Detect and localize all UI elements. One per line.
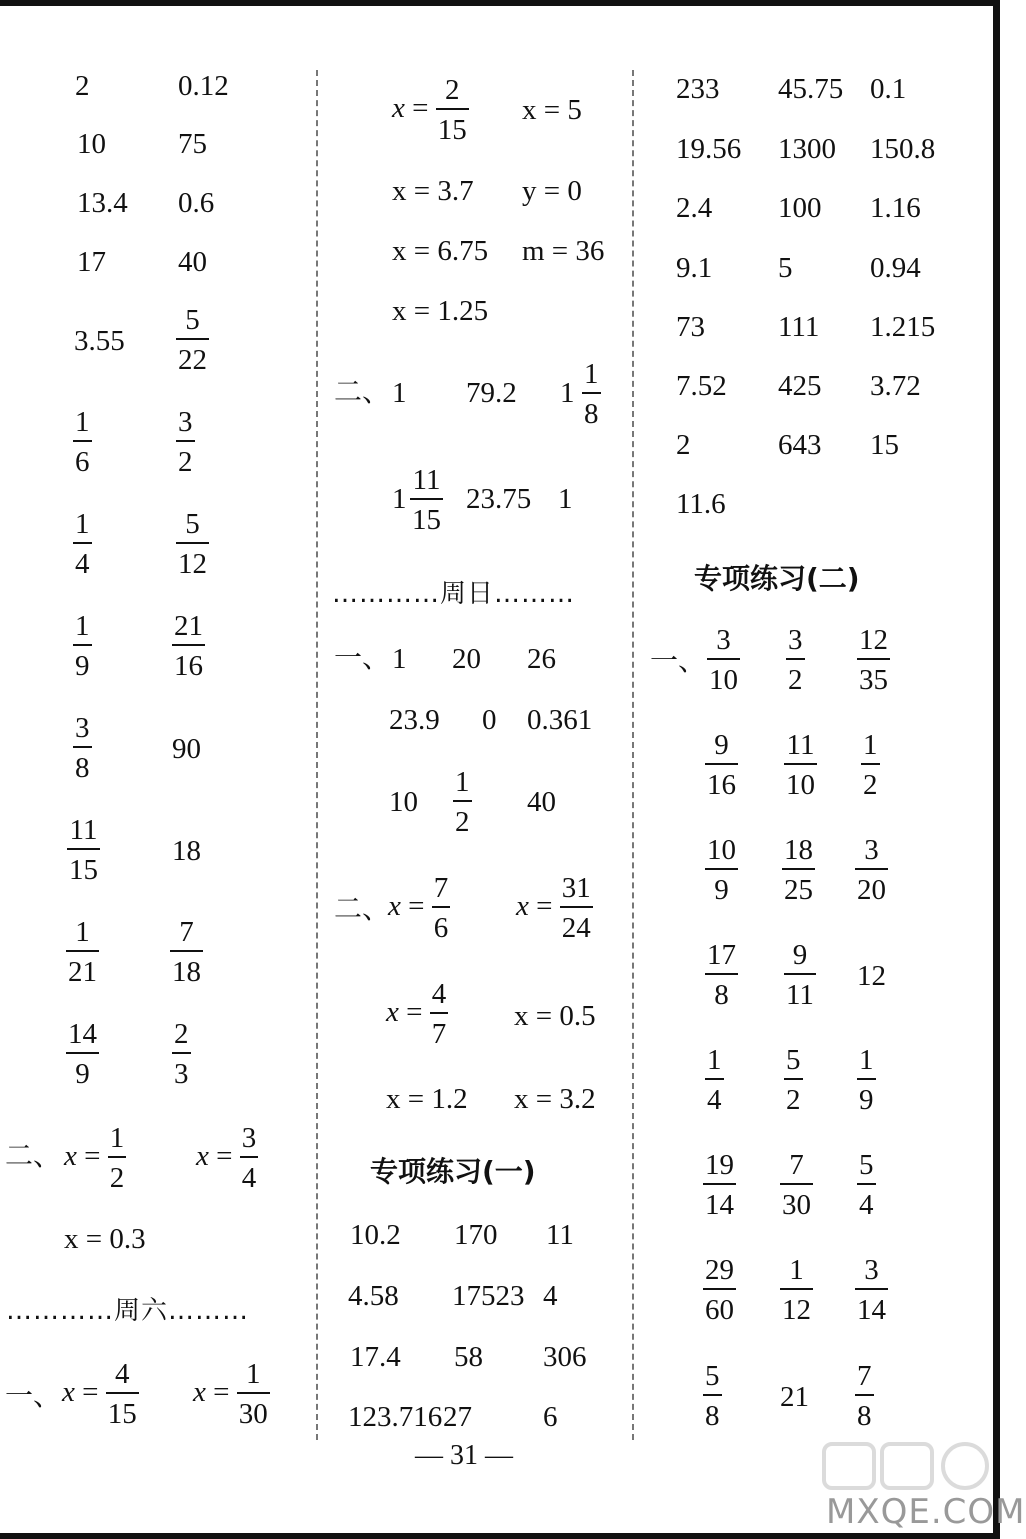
answer: 21 [780,1381,809,1413]
answer: 3.72 [870,370,921,402]
page-number: — 31 — [415,1440,513,1471]
answer: 5 [778,252,793,284]
day-divider-saturday: …………周六……… [6,1296,250,1326]
answer: 170 [454,1219,498,1251]
equation: x = $\frac{1}{30}$ [193,1358,268,1430]
fraction: $\frac{21}{16}$ [174,610,203,682]
scan-edge-top [0,0,1000,6]
equation: x = 0.3 [64,1223,146,1255]
equation: x = 6.75 [392,235,489,267]
answer: 0.361 [527,704,593,736]
fraction: $\frac{9}{16}$ [707,729,736,801]
answer: 20 [452,643,481,675]
answer: 233 [676,73,720,105]
fraction: $\frac{10}{9}$ [707,834,736,906]
equation: x = $\frac{31}{24}$ [516,872,591,944]
fraction: $\frac{3}{2}$ [178,406,193,478]
section-label: 二、 [334,892,391,925]
section-label: 一、 [5,1379,62,1412]
fraction: $\frac{14}{9}$ [68,1018,97,1090]
answer: 1 [558,483,573,515]
fraction: $\frac{7}{8}$ [857,1360,872,1432]
answer: 45.75 [778,73,844,105]
fraction: $\frac{1}{4}$ [707,1044,722,1116]
fraction: $\frac{3}{20}$ [857,834,886,906]
fraction: $\frac{5}{8}$ [705,1360,720,1432]
column-divider-2 [632,70,634,1440]
fraction: $\frac{1}{2}$ [863,729,878,801]
mixed-number-whole: 1 [560,377,575,409]
answer: 27 [443,1401,472,1433]
answer: 18 [172,835,201,867]
answer: 75 [178,128,207,160]
answer: 19.56 [676,133,742,165]
answer: 1.16 [870,192,921,224]
section-heading-practice-1: 专项练习(一) [370,1155,536,1188]
equation: x = $\frac{4}{15}$ [62,1358,137,1430]
answer: 10.2 [350,1219,401,1251]
answer: 2 [75,70,90,102]
fraction: $\frac{1}{4}$ [75,508,90,580]
answer: 13.4 [77,187,128,219]
scan-edge-bottom [0,1533,1000,1539]
fraction: $\frac{19}{14}$ [705,1149,734,1221]
fraction: $\frac{5}{12}$ [178,508,207,580]
fraction: $\frac{17}{8}$ [707,939,736,1011]
answer: 40 [178,246,207,278]
fraction: $\frac{7}{18}$ [172,916,201,988]
answer: 17 [77,246,106,278]
answer: 425 [778,370,822,402]
fraction: $\frac{1}{9}$ [859,1044,874,1116]
section-label: 一、 [650,644,707,677]
equation: x = $\frac{3}{4}$ [196,1122,257,1194]
answer: 9.1 [676,252,713,284]
equation: x = 0.5 [514,1000,596,1032]
equation: x = $\frac{7}{6}$ [388,872,449,944]
fraction: $\frac{11}{15}$ [69,814,98,886]
answer: 0 [482,704,497,736]
answer: 6 [543,1401,558,1433]
answer: 10 [389,786,418,818]
section-label: 二、 [5,1139,62,1172]
equation: x = 3.7 [392,175,474,207]
fraction: $\frac{7}{30}$ [782,1149,811,1221]
answer: 0.94 [870,252,921,284]
equation: y = 0 [522,175,582,207]
equation: x = 3.2 [514,1083,596,1115]
answer: 1 [392,643,407,675]
answer: 100 [778,192,822,224]
answer: 12 [857,960,886,992]
fraction: $\frac{29}{60}$ [705,1254,734,1326]
column-divider-1 [316,70,318,1440]
watermark-text: MXQE.COM [826,1492,1026,1532]
section-heading-practice-2: 专项练习(二) [694,562,860,595]
section-label: 一、 [334,641,391,674]
fraction: $\frac{5}{22}$ [178,304,207,376]
fraction: $\frac{3}{8}$ [75,712,90,784]
answer: 150.8 [870,133,936,165]
answer: 1.215 [870,311,936,343]
answer: 2 [676,429,691,461]
scan-edge-right [993,0,1000,1539]
fraction: $\frac{1}{9}$ [75,610,90,682]
fraction: $\frac{5}{2}$ [786,1044,801,1116]
answer: 3.55 [74,325,125,357]
equation: x = $\frac{1}{2}$ [64,1122,125,1194]
fraction: $\frac{3}{10}$ [709,624,738,696]
fraction: $\frac{9}{11}$ [786,939,814,1011]
answer: 1300 [778,133,836,165]
mixed-number-whole: 1 [392,483,407,515]
answer: 17.4 [350,1341,401,1373]
equation: x = $\frac{2}{15}$ [392,74,467,146]
answer: 111 [778,311,820,343]
answer: 7.52 [676,370,727,402]
fraction: $\frac{3}{2}$ [788,624,803,696]
answer: 17523 [452,1280,525,1312]
equation: x = $\frac{4}{7}$ [386,978,447,1050]
answer: 643 [778,429,822,461]
answer: 58 [454,1341,483,1373]
fraction: $\frac{1}{8}$ [584,358,599,430]
fraction: $\frac{1}{6}$ [75,406,90,478]
answer: 1 [392,377,407,409]
answer: 79.2 [466,377,517,409]
fraction: $\frac{1}{2}$ [455,766,470,838]
answer: 23.75 [466,483,532,515]
answer: 4.58 [348,1280,399,1312]
answer: 0.6 [178,187,215,219]
answer: 306 [543,1341,587,1373]
answer: 2.4 [676,192,713,224]
fraction: $\frac{11}{15}$ [412,464,441,536]
answer: 0.1 [870,73,907,105]
equation: x = 1.25 [392,295,489,327]
answer: 123.716 [348,1401,443,1433]
fraction: $\frac{11}{10}$ [786,729,815,801]
fraction: $\frac{18}{25}$ [784,834,813,906]
fraction: $\frac{3}{14}$ [857,1254,886,1326]
answer: 40 [527,786,556,818]
answer: 26 [527,643,556,675]
fraction: $\frac{5}{4}$ [859,1149,874,1221]
equation: x = 1.2 [386,1083,468,1115]
equation: m = 36 [522,235,605,267]
fraction: $\frac{1}{21}$ [68,916,97,988]
section-label: 二、 [334,375,391,408]
answer: 23.9 [389,704,440,736]
fraction: $\frac{1}{12}$ [782,1254,811,1326]
answer: 11.6 [676,488,726,520]
equation: x = 5 [522,94,582,126]
answer: 11 [546,1219,574,1251]
answer: 10 [77,128,106,160]
answer: 15 [870,429,899,461]
fraction: $\frac{12}{35}$ [859,624,888,696]
answer: 4 [543,1280,558,1312]
answer: 73 [676,311,705,343]
answer: 0.12 [178,70,229,102]
fraction: $\frac{2}{3}$ [174,1018,189,1090]
answer: 90 [172,733,201,765]
day-divider-sunday: …………周日……… [332,579,576,609]
